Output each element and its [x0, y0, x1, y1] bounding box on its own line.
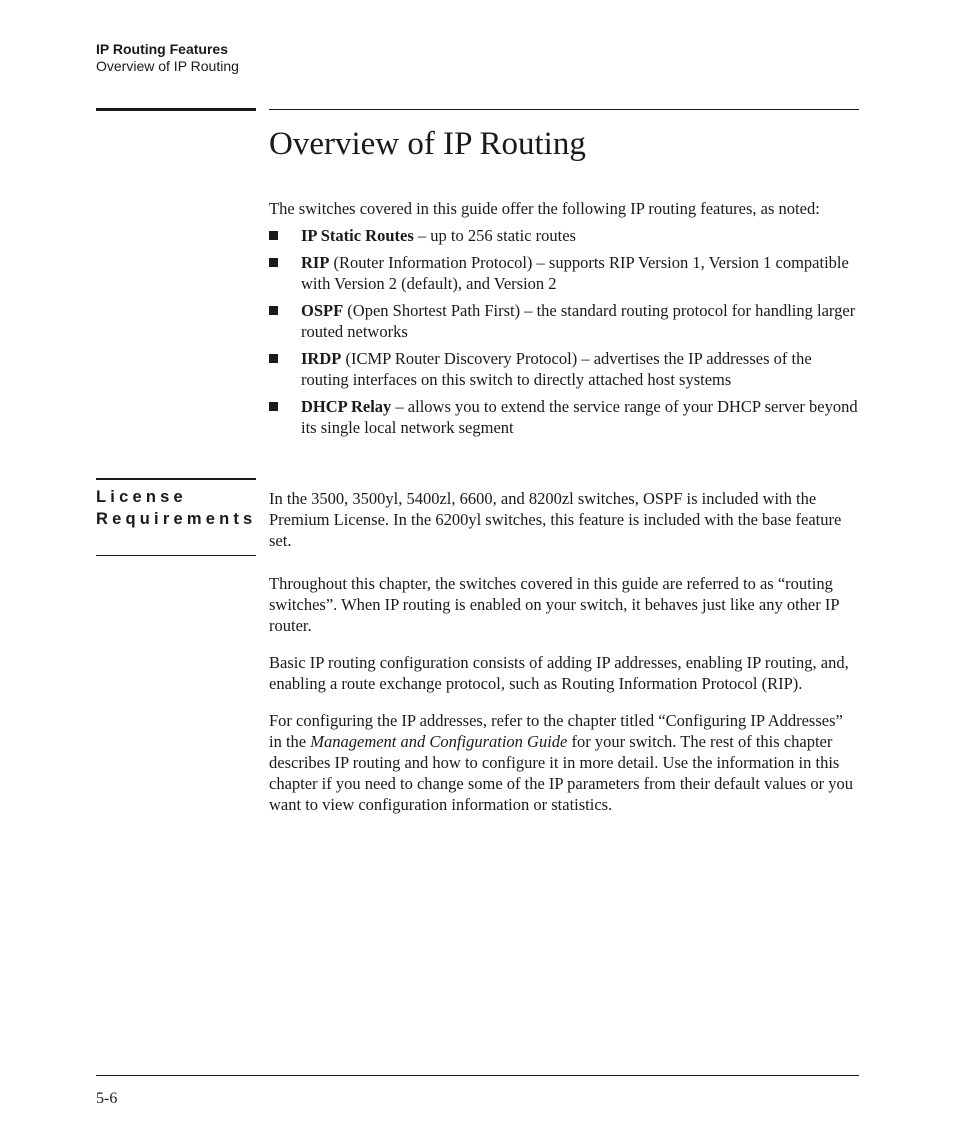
feature-description: (ICMP Router Discovery Protocol) – advertises the IP addresses of the routing interfaces on this switch to directly attached host systems — [301, 349, 812, 389]
intro-block — [269, 198, 859, 444]
config-paragraph — [269, 710, 859, 815]
feature-list — [269, 225, 859, 438]
feature-description: (Router Information Protocol) – supports RIP Version 1, Version 1 compatible with Version 2 (default), and Version 2 — [301, 253, 849, 293]
list-item — [269, 300, 859, 342]
body-block — [269, 573, 859, 815]
page-number: 5-6 — [96, 1090, 118, 1107]
license-paragraph: In the 3500, 3500yl, 5400zl, 6600, and 8200zl switches, OSPF is included with the Premium License. In the 6200yl switches, this feature is included with the base feature set. — [269, 489, 842, 550]
config-text-part2: for your switch. The rest of this chapter describes IP routing and how to configure it in more detail. Use the information in this chapter if you need to change some of the IP parameters from their default values or you want to view configuration information or statistics. — [269, 732, 854, 814]
feature-term: OSPF — [301, 301, 344, 320]
list-item — [269, 348, 859, 390]
sidehead-line2: Requirements — [96, 510, 257, 528]
list-item — [269, 396, 859, 438]
feature-term: IRDP — [301, 349, 342, 368]
intro-paragraph: The switches covered in this guide offer the following IP routing features, as noted: — [269, 199, 820, 218]
basic-config-paragraph: Basic IP routing configuration consists of adding IP addresses, enabling IP routing, and, enabling a route exchange protocol, such as Routing Information Protocol (RIP). — [269, 653, 849, 693]
square-bullet-icon — [269, 354, 278, 363]
square-bullet-icon — [269, 231, 278, 240]
feature-term: RIP — [301, 253, 330, 272]
feature-description: – up to 256 static routes — [413, 226, 576, 245]
license-block — [269, 488, 859, 551]
feature-term: IP Static Routes — [301, 226, 414, 245]
list-item — [269, 225, 859, 246]
left-heavy-rule — [96, 108, 256, 111]
list-item — [269, 252, 859, 294]
square-bullet-icon — [269, 306, 278, 315]
license-requirements-heading — [96, 486, 256, 530]
page-title: Overview of IP Routing — [269, 126, 586, 162]
header-chapter: IP Routing Features — [96, 41, 228, 57]
running-header — [96, 41, 239, 75]
sidehead-bottom-rule — [96, 555, 256, 556]
feature-description: – allows you to extend the service range of your DHCP server beyond its single local network segment — [301, 397, 858, 437]
feature-term: DHCP Relay — [301, 397, 392, 416]
sidehead-top-rule — [96, 478, 256, 480]
routing-switches-paragraph: Throughout this chapter, the switches covered in this guide are referred to as “routing switches”. When IP routing is enabled on your switch, it behaves just like any other IP router. — [269, 574, 839, 635]
header-section: Overview of IP Routing — [96, 58, 239, 74]
guide-title: Management and Configuration Guide — [310, 732, 568, 751]
feature-description: (Open Shortest Path First) – the standard routing protocol for handling larger routed networks — [301, 301, 856, 341]
square-bullet-icon — [269, 402, 278, 411]
top-rule — [269, 109, 859, 110]
footer-rule — [96, 1075, 859, 1076]
config-text-part1: For configuring the IP addresses, refer to the chapter titled “Configuring IP Addresses” in the — [269, 711, 843, 751]
sidehead-line1: License — [96, 488, 187, 506]
square-bullet-icon — [269, 258, 278, 267]
